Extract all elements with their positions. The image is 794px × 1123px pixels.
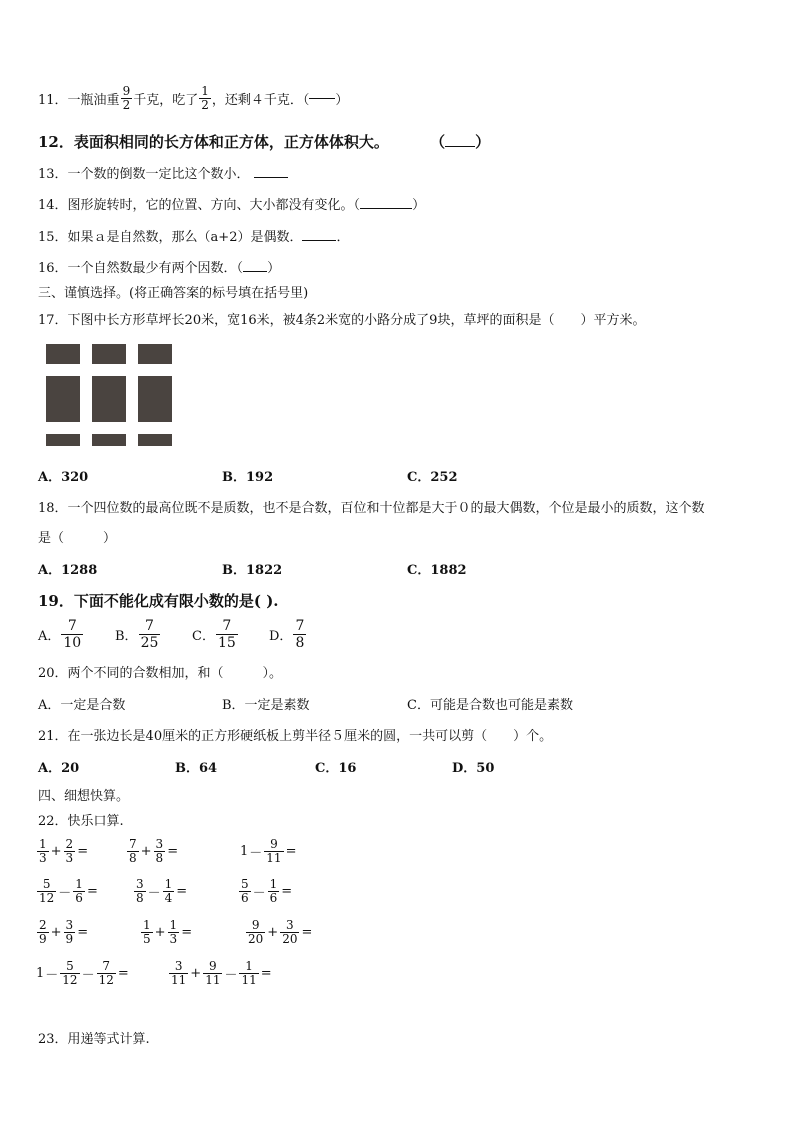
q11-fraction-1: $\frac{9}{2}$ [122, 84, 131, 112]
q12-paren-right: ） [475, 133, 491, 151]
question-23 [38, 1028, 150, 1047]
q11-number: 11． [38, 93, 68, 108]
question-21 [38, 725, 552, 744]
q19-number: 19． [38, 592, 74, 610]
vertical-path-1 [80, 344, 92, 446]
q17-option-b[interactable]: B．192 [222, 470, 274, 485]
q19-option-c[interactable] [192, 618, 239, 651]
question-12 [38, 131, 490, 152]
q11-answer-blank[interactable] [309, 98, 335, 99]
q14-text: 图形旋转时，它的位置、方向、大小都没有变化。（ [67, 198, 361, 213]
q21-option-a[interactable]: A．20 [38, 761, 80, 776]
q23-number: 23． [38, 1032, 68, 1047]
q20-option-c[interactable]: C．可能是合数也可能是素数 [407, 698, 573, 713]
q15-answer-blank[interactable] [302, 240, 336, 241]
q14-paren-right: ） [412, 198, 426, 213]
calc-r4-b: $\frac{3}{11}$ + $\frac{9}{11}$ － $\frac{1}{11}$ = [171, 959, 272, 987]
q17-text: 下图中长方形草坪长20米，宽16米，被4条2米宽的小路分成了9块，草坪的面积是（ ）平方米。 [67, 313, 646, 328]
q11-text-c: ，还剩４千克．（ [211, 93, 310, 108]
q19-option-b[interactable] [115, 618, 161, 651]
q19-option-d-fraction: $\frac{7}{8}$ [295, 618, 305, 651]
q12-paren-left: （ [430, 133, 446, 151]
q18-line-2: 是（ ） [38, 531, 117, 546]
q21-option-c[interactable]: C．16 [315, 761, 357, 776]
q20-text: 两个不同的合数相加，和（ ）。 [67, 666, 283, 681]
q19-option-c-fraction: $\frac{7}{15}$ [217, 618, 236, 651]
calc-r2-a: $\frac{5}{12}$ － $\frac{1}{6}$ = [39, 877, 98, 905]
q20-number: 20． [38, 666, 68, 681]
q18-option-c[interactable]: C．1882 [407, 563, 467, 578]
q22-text: 快乐口算. [67, 814, 124, 829]
q19-option-d[interactable] [269, 618, 307, 651]
question-11 [38, 85, 348, 112]
calc-r2-b: $\frac{3}{8}$ － $\frac{1}{4}$ = [136, 877, 188, 905]
q18-number: 18． [38, 501, 68, 516]
question-20 [38, 662, 282, 681]
vertical-path-2 [126, 344, 138, 446]
q15-number: 15． [38, 230, 68, 245]
calc-r2-c: $\frac{5}{6}$ － $\frac{1}{6}$ = [241, 877, 293, 905]
q16-number: 16． [38, 261, 68, 276]
question-13 [38, 163, 288, 182]
calc-r1-c: 1 － $\frac{9}{11}$ = [240, 837, 297, 865]
q21-option-d[interactable]: D．50 [452, 761, 495, 776]
calc-r3-b: $\frac{1}{5}$ + $\frac{1}{3}$ = [143, 918, 193, 946]
q22-number: 22． [38, 814, 68, 829]
q13-answer-blank[interactable] [254, 177, 288, 178]
q19-option-a-fraction: $\frac{7}{10}$ [63, 618, 82, 651]
q15-end: ． [336, 230, 350, 245]
q19-text: 下面不能化成有限小数的是( ). [73, 592, 279, 610]
q17-number: 17． [38, 313, 68, 328]
q20-option-b[interactable]: B．一定是素数 [222, 698, 310, 713]
question-19 [38, 590, 279, 611]
q12-text: 表面积相同的长方体和正方体，正方体体积大。 [73, 133, 389, 151]
question-22 [38, 810, 124, 829]
q18-option-b[interactable]: B．1822 [222, 563, 283, 578]
calc-r3-c: $\frac{9}{20}$ + $\frac{3}{20}$ = [248, 918, 313, 946]
q23-text: 用递等式计算. [67, 1032, 150, 1047]
question-18 [38, 497, 705, 516]
q14-number: 14． [38, 198, 68, 213]
q12-number: 12． [38, 133, 74, 151]
q13-number: 13． [38, 167, 68, 182]
horizontal-path-1 [46, 364, 172, 376]
q16-paren-right: ） [267, 261, 281, 276]
q19-option-c-label: C． [192, 629, 215, 644]
q19-option-b-fraction: $\frac{7}{25}$ [140, 618, 159, 651]
calc-r1-b: $\frac{7}{8}$ + $\frac{3}{8}$ = [129, 837, 179, 865]
section-4-heading: 四、细想快算。 [38, 789, 130, 804]
lawn-figure [46, 344, 172, 446]
q16-text: 一个自然数最少有两个因数．（ [67, 261, 244, 276]
q18-line-1: 一个四位数的最高位既不是质数，也不是合数，百位和十位都是大于０的最大偶数，个位是最小的质数，这个数 [67, 501, 705, 516]
q19-option-a-label: A． [38, 629, 61, 644]
q16-answer-blank[interactable] [243, 271, 267, 272]
q17-option-a[interactable]: A．320 [38, 470, 89, 485]
q15-text: 如果ａ是自然数，那么（a+2）是偶数． [67, 230, 303, 245]
calc-r1-a: $\frac{1}{3}$ + $\frac{2}{3}$ = [39, 837, 89, 865]
question-17 [38, 309, 645, 328]
question-14 [38, 194, 425, 213]
q11-text-a: 一瓶油重 [67, 93, 120, 108]
q11-text-d: ） [335, 93, 349, 108]
q21-option-b[interactable]: B．64 [175, 761, 218, 776]
question-16 [38, 257, 280, 276]
q12-answer-blank[interactable] [445, 146, 475, 147]
q17-option-c[interactable]: C．252 [407, 470, 458, 485]
q20-option-a[interactable]: A．一定是合数 [38, 698, 126, 713]
section-3-heading: 三、谨慎选择。(将正确答案的标号填在括号里) [38, 286, 309, 301]
question-15 [38, 226, 349, 245]
calc-r4-a: 1 － $\frac{5}{12}$ － $\frac{7}{12}$ = [36, 959, 129, 987]
q19-option-a[interactable] [38, 618, 84, 651]
calc-r3-a: $\frac{2}{9}$ + $\frac{3}{9}$ = [39, 918, 89, 946]
q14-answer-blank[interactable] [360, 208, 412, 209]
q21-number: 21． [38, 729, 68, 744]
q11-text-b: 千克，吃了 [133, 93, 199, 108]
horizontal-path-2 [46, 422, 172, 434]
q11-fraction-2: $\frac{1}{2}$ [201, 84, 209, 112]
q19-option-b-label: B． [115, 629, 138, 644]
q19-option-d-label: D． [269, 629, 293, 644]
q13-text: 一个数的倒数一定比这个数小． [67, 167, 250, 182]
q18-option-a[interactable]: A．1288 [38, 563, 98, 578]
q21-text: 在一张边长是40厘米的正方形硬纸板上剪半径５厘米的圆，一共可以剪（ ）个。 [67, 729, 553, 744]
